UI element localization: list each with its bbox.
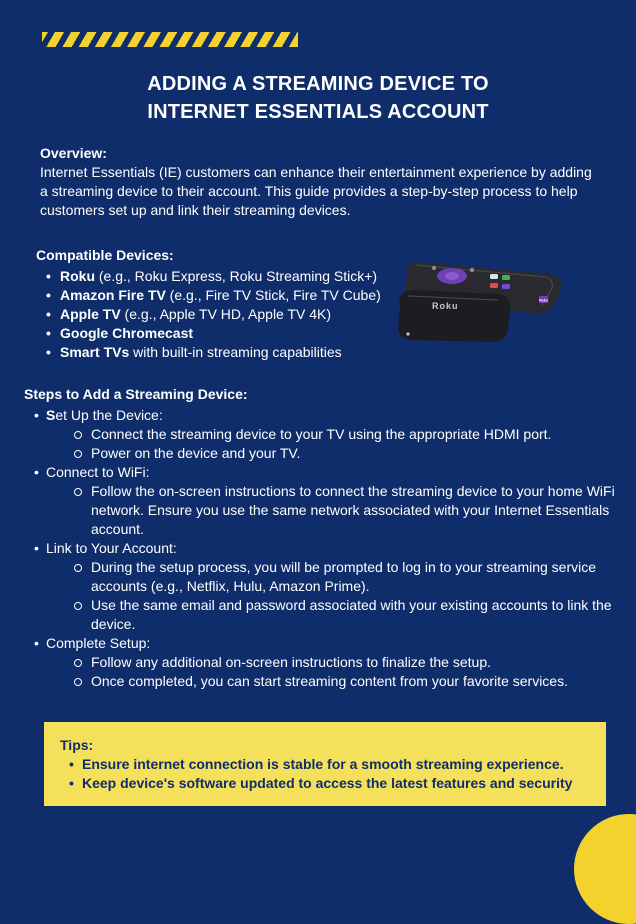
device-detail: (e.g., Roku Express, Roku Streaming Stick+) xyxy=(95,268,378,284)
decorative-corner-circle xyxy=(574,814,636,924)
substep-item: Follow the on-screen instructions to connect the streaming device to your home WiFi network. Ensure you use the same network associated with your Internet Essentials account. xyxy=(70,482,619,539)
box-brand-label: Roku xyxy=(432,301,459,311)
compatible-devices-heading: Compatible Devices: xyxy=(36,247,174,263)
tip-item: • Keep device's software updated to access the latest features and security xyxy=(60,774,590,793)
device-name: Google Chromecast xyxy=(60,325,194,341)
tip-item: • Ensure internet connection is stable for a smooth streaming experience. xyxy=(60,755,590,774)
compatible-devices-section xyxy=(36,246,396,362)
decorative-stripes xyxy=(42,32,298,47)
device-name: Smart TVs xyxy=(60,344,130,360)
step-item xyxy=(24,406,619,463)
step-label: Complete Setup: xyxy=(46,635,151,651)
steps-heading: Steps to Add a Streaming Device: xyxy=(24,386,248,402)
device-detail: (e.g., Fire TV Stick, Fire TV Cube) xyxy=(165,287,381,303)
list-item xyxy=(36,267,396,286)
steps-section xyxy=(24,385,619,691)
substep-item: Follow any additional on-screen instructions to finalize the setup. xyxy=(70,653,619,672)
device-name: Amazon Fire TV xyxy=(60,287,166,303)
substep-item: Power on the device and your TV. xyxy=(70,444,619,463)
remote-brand-tag: Roku xyxy=(539,298,548,303)
step-label: Connect to WiFi: xyxy=(46,464,150,480)
substep-item: Connect the streaming device to your TV using the appropriate HDMI port. xyxy=(70,425,619,444)
step-item xyxy=(24,463,619,539)
substep-item: Use the same email and password associated with your existing accounts to link the device. xyxy=(70,596,619,634)
tips-box xyxy=(44,722,606,806)
overview-heading: Overview: xyxy=(40,145,107,161)
list-item xyxy=(36,324,396,343)
device-detail: (e.g., Apple TV HD, Apple TV 4K) xyxy=(120,306,332,322)
list-item xyxy=(36,286,396,305)
step-substeps xyxy=(46,482,619,539)
compatible-devices-list xyxy=(36,267,396,362)
page-title-line-2: INTERNET ESSENTIALS ACCOUNT xyxy=(147,101,489,123)
substep-item: During the setup process, you will be prompted to log in to your streaming service accounts (e.g., Netflix, Hulu, Amazon Prime). xyxy=(70,558,619,596)
step-label-initial: S xyxy=(46,407,56,423)
device-name: Apple TV xyxy=(60,306,121,322)
substep-item: Once completed, you can start streaming content from your favorite services. xyxy=(70,672,619,691)
roku-device-image xyxy=(394,258,566,344)
tips-heading: Tips: xyxy=(60,737,94,753)
step-label: Link to Your Account: xyxy=(46,540,177,556)
device-name: Roku xyxy=(60,268,95,284)
step-substeps xyxy=(46,558,619,634)
page-title xyxy=(0,70,636,126)
list-item xyxy=(36,343,396,362)
step-substeps xyxy=(46,653,619,691)
page-title-line-1: ADDING A STREAMING DEVICE TO xyxy=(147,73,489,95)
roku-box-icon xyxy=(398,290,510,342)
step-item xyxy=(24,539,619,634)
steps-list xyxy=(24,406,619,691)
device-detail: with built-in streaming capabilities xyxy=(129,344,342,360)
overview-section xyxy=(40,144,600,220)
overview-text: Internet Essentials (IE) customers can enhance their entertainment experience by adding a streaming device to their account. This guide provides a step-by-step process to help customers set up and link their streaming devices. xyxy=(40,164,592,218)
step-label: et Up the Device: xyxy=(55,407,163,423)
tips-list xyxy=(60,755,590,793)
list-item xyxy=(36,305,396,324)
step-substeps xyxy=(46,425,619,463)
step-item xyxy=(24,634,619,691)
